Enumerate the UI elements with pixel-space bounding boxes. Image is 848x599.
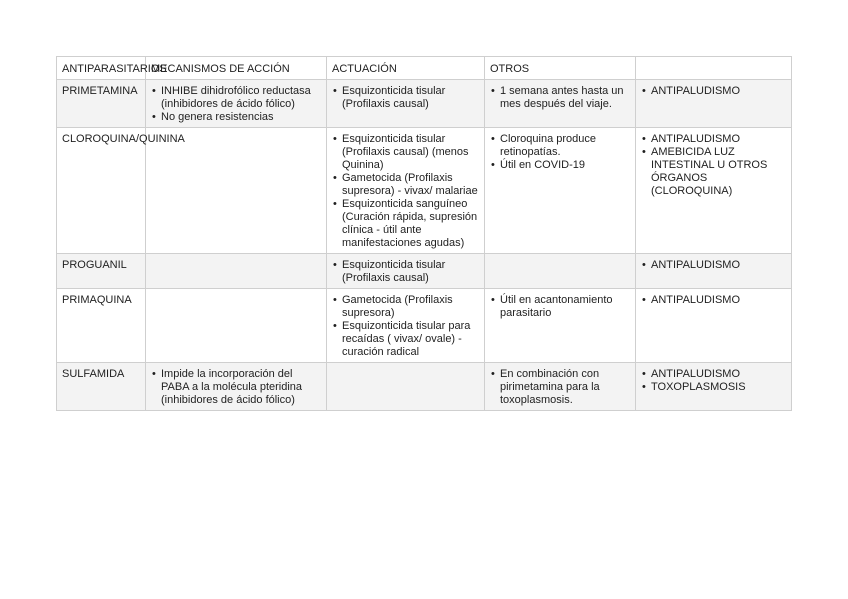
mecanismos-cell (146, 289, 327, 363)
header-row (57, 57, 792, 80)
header-cell-actuacion (327, 57, 485, 80)
list-item: • Gametocida (Profilaxis supresora) - vivax/ malariae (332, 172, 479, 198)
extra-list (641, 85, 786, 98)
extra-list (641, 133, 786, 198)
header-otros: OTROS (490, 63, 530, 75)
list-item: • Esquizonticida tisular (Profilaxis causal) (menos Quinina) (332, 133, 479, 172)
drug-name: SULFAMIDA (62, 368, 125, 380)
header-cell-otros (485, 57, 636, 80)
list-item: • En combinación con pirimetamina para la toxoplasmosis. (490, 368, 630, 407)
drug-name-cell (57, 363, 146, 411)
header-mecanismos: MECANISMOS DE ACCIÓN (151, 63, 290, 75)
otros-cell (485, 80, 636, 128)
list-item: • No genera resistencias (151, 111, 321, 124)
drug-table (56, 56, 792, 411)
table-body (57, 57, 792, 411)
list-item: • INHIBE dihidrofólico reductasa (inhibidores de ácido fólico) (151, 85, 321, 111)
list-item: • Gametocida (Profilaxis supresora) (332, 294, 479, 320)
header-cell-antiparasitarios (57, 57, 167, 80)
list-item: • Esquizonticida tisular (Profilaxis causal) (332, 259, 479, 285)
drug-name: CLOROQUINA/QUININA (62, 133, 185, 145)
header-cell-mecanismos (146, 57, 327, 80)
actuacion-cell (327, 289, 485, 363)
list-item: • Esquizonticida tisular para recaídas ( vivax/ ovale) - curación radical (332, 320, 479, 359)
actuacion-list (332, 133, 479, 250)
otros-cell (485, 128, 636, 254)
actuacion-cell (327, 363, 485, 411)
mecanismos-cell (146, 254, 327, 289)
list-item: • 1 semana antes hasta un mes después del viaje. (490, 85, 630, 111)
extra-list (641, 294, 786, 307)
list-item: • ANTIPALUDISMO (641, 133, 786, 146)
list-item: • ANTIPALUDISMO (641, 294, 786, 307)
otros-cell (485, 289, 636, 363)
list-item: • TOXOPLASMOSIS (641, 381, 786, 394)
mecanismos-cell (146, 128, 327, 254)
actuacion-cell (327, 128, 485, 254)
list-item: • Esquizonticida sanguíneo (Curación rápida, supresión clínica - útil ante manifestaciones agudas) (332, 198, 479, 250)
list-item: • AMEBICIDA LUZ INTESTINAL U OTROS ÓRGANOS (CLOROQUINA) (641, 146, 786, 198)
drug-name-cell (57, 289, 146, 363)
actuacion-list (332, 85, 479, 111)
list-item: • Esquizonticida tisular (Profilaxis causal) (332, 85, 479, 111)
otros-cell (485, 363, 636, 411)
drug-name-cell (57, 254, 146, 289)
mecanismos-list (151, 368, 321, 407)
table-row (57, 80, 792, 128)
extra-cell (636, 289, 792, 363)
extra-cell (636, 128, 792, 254)
header-cell-extra (636, 57, 792, 80)
extra-list (641, 368, 786, 394)
otros-list (490, 294, 630, 320)
otros-cell (485, 254, 636, 289)
extra-list (641, 259, 786, 272)
mecanismos-cell (146, 363, 327, 411)
list-item: • ANTIPALUDISMO (641, 368, 786, 381)
list-item: • ANTIPALUDISMO (641, 85, 786, 98)
header-actuacion: ACTUACIÓN (332, 63, 397, 75)
extra-cell (636, 363, 792, 411)
extra-cell (636, 254, 792, 289)
actuacion-list (332, 294, 479, 359)
table-row (57, 363, 792, 411)
table-row (57, 128, 792, 254)
drug-name: PROGUANIL (62, 259, 127, 271)
table-row (57, 254, 792, 289)
list-item: • Útil en acantonamiento parasitario (490, 294, 630, 320)
extra-cell (636, 80, 792, 128)
table-row (57, 289, 792, 363)
mecanismos-list (151, 85, 321, 124)
drug-name: PRIMETAMINA (62, 85, 138, 97)
drug-name-cell (57, 80, 146, 128)
actuacion-cell (327, 80, 485, 128)
drug-name-cell (57, 128, 185, 254)
list-item: • Impide la incorporación del PABA a la molécula pteridina (inhibidores de ácido fólico) (151, 368, 321, 407)
actuacion-cell (327, 254, 485, 289)
list-item: • ANTIPALUDISMO (641, 259, 786, 272)
otros-list (490, 85, 630, 111)
otros-list (490, 368, 630, 407)
list-item: • Útil en COVID-19 (490, 159, 630, 172)
actuacion-list (332, 259, 479, 285)
list-item: • Cloroquina produce retinopatías. (490, 133, 630, 159)
otros-list (490, 133, 630, 172)
mecanismos-cell (146, 80, 327, 128)
drug-name: PRIMAQUINA (62, 294, 132, 306)
header-antiparasitarios: ANTIPARASITARIOS (62, 63, 167, 75)
